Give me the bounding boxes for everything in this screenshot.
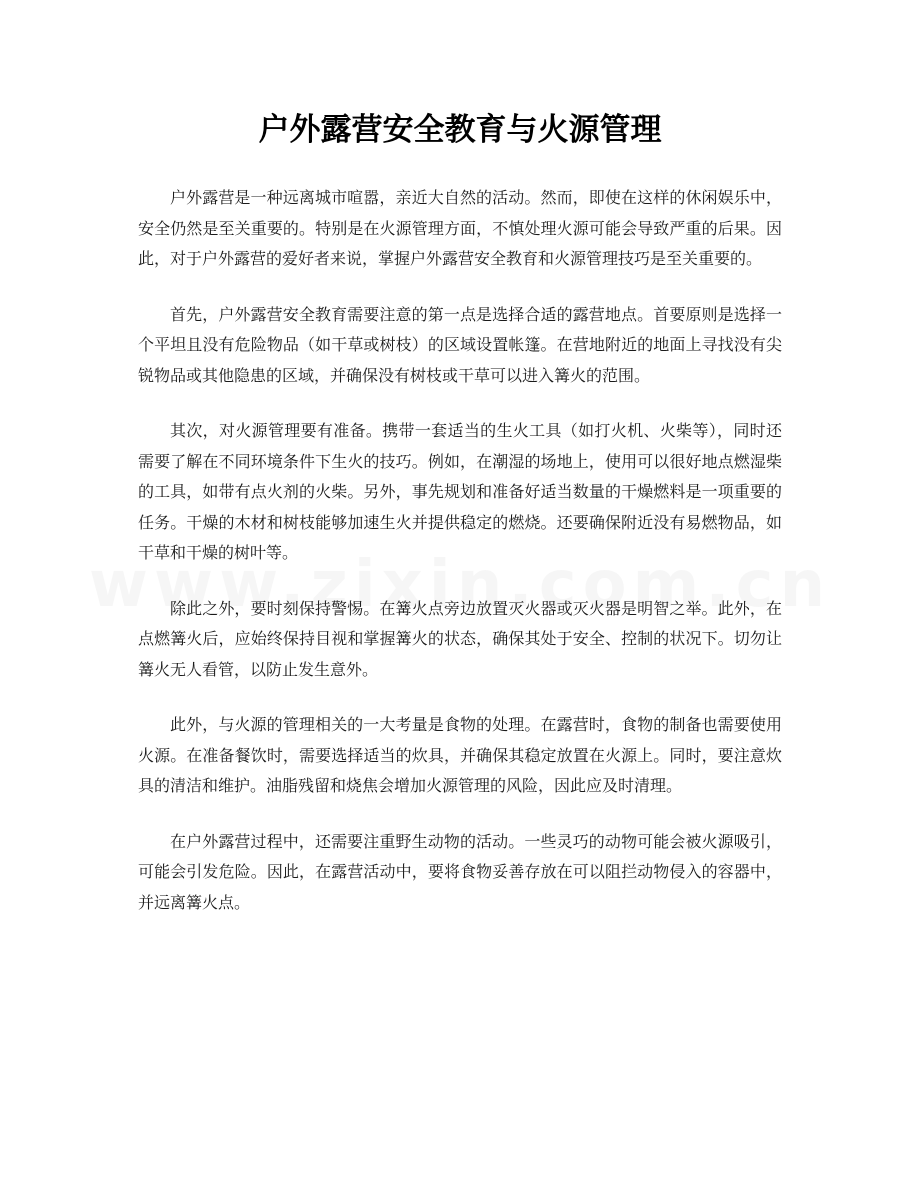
document-body (138, 183, 782, 943)
paragraph-5: 此外，与火源的管理相关的一大考量是食物的处理。在露营时，食物的制备也需要使用火源。在准备餐饮时，需要选择适当的炊具，并确保其稳定放置在火源上。同时，要注意炊具的清洁和维护。油脂残留和烧焦会增加火源管理的风险，因此应及时清理。 (138, 715, 782, 795)
paragraph-1: 户外露营是一种远离城市喧嚣，亲近大自然的活动。然而，即使在这样的休闲娱乐中，安全仍然是至关重要的。特别是在火源管理方面，不慎处理火源可能会导致严重的后果。因此，对于户外露营的爱好者来说，掌握户外露营安全教育和火源管理技巧是至关重要的。 (138, 188, 782, 268)
paragraph-2: 首先，户外露营安全教育需要注意的第一点是选择合适的露营地点。首要原则是选择一个平坦且没有危险物品（如干草或树枝）的区域设置帐篷。在营地附近的地面上寻找没有尖锐物品或其他隐患的区域，并确保没有树枝或干草可以进入篝火的范围。 (138, 304, 782, 385)
document-title: 户外露营安全教育与火源管理 (258, 112, 662, 148)
paragraph-3: 其次，对火源管理要有准备。携带一套适当的生火工具（如打火机、火柴等），同时还需要了解在不同环境条件下生火的技巧。例如，在潮湿的场地上，使用可以很好地点燃湿柴的工具，如带有点火剂的火柴。另外，事先规划和准备好适当数量的干燥燃料是一项重要的任务。干燥的木材和树枝能够加速生火并提供稳定的燃烧。还要确保附近没有易燃物品，如干草和干燥的树叶等。 (138, 421, 782, 562)
paragraph-4: 除此之外，要时刻保持警惕。在篝火点旁边放置灭火器或灭火器是明智之举。此外，在点燃篝火后，应始终保持目视和掌握篝火的状态，确保其处于安全、控制的状况下。切勿让篝火无人看管，以防止发生意外。 (138, 598, 782, 679)
paragraph-6: 在户外露营过程中，还需要注重野生动物的活动。一些灵巧的动物可能会被火源吸引，可能会引发危险。因此，在露营活动中，要将食物妥善存放在可以阻拦动物侵入的容器中，并远离篝火点。 (138, 831, 782, 912)
